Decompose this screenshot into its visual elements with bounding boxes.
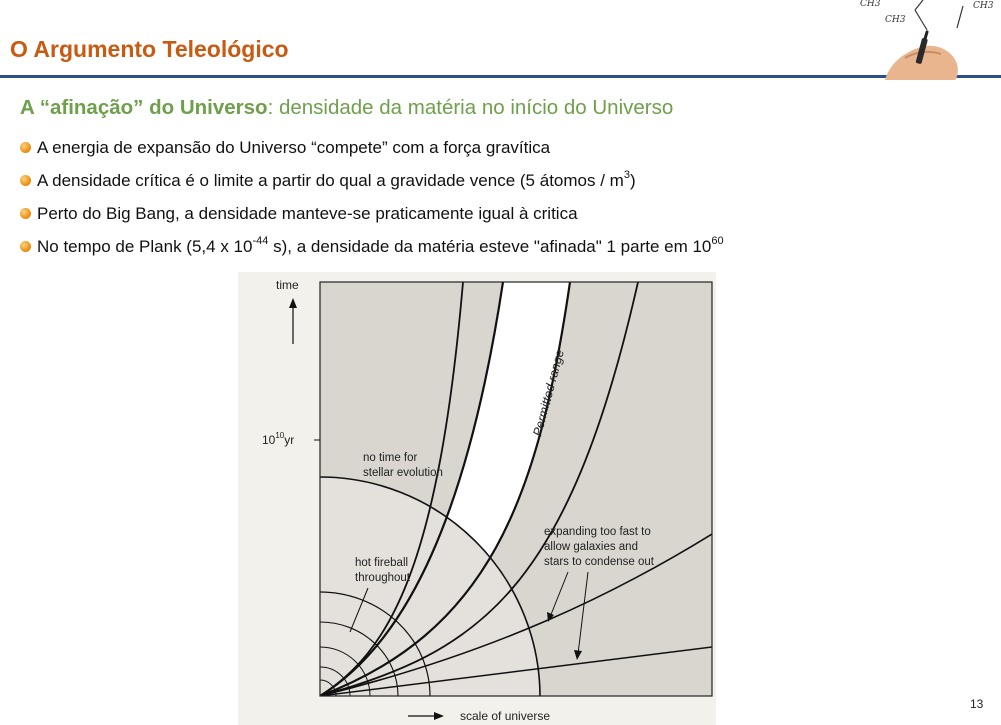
bullet-text: A energia de expansão do Universo “compete” com a força gravítica [37, 138, 551, 157]
bullet-text: A densidade crítica é o limite a partir do qual a gravidade vence (5 átomos / $m^3$) [37, 169, 636, 190]
subtitle-rest: : densidade da matéria no início do Universo [267, 96, 674, 119]
bullet-icon [20, 175, 31, 186]
bullet-icon [20, 142, 31, 153]
subtitle-emphasis: A “afinação” do Universo [20, 96, 268, 119]
bullet-list [20, 138, 724, 270]
bullet-item [20, 237, 724, 270]
region-label-expanding-line3: stars to condense out [544, 556, 654, 568]
hand-drawing-illustration [845, 0, 1001, 80]
x-axis-label: scale of universe [460, 709, 551, 723]
slide-subtitle [20, 96, 673, 120]
universe-density-figure [238, 272, 716, 725]
region-label-no-time-line2: stellar evolution [363, 467, 443, 479]
bullet-icon [20, 241, 31, 252]
region-label-fireball-line2: throughout [355, 572, 410, 584]
region-label-expanding-line1: expanding too fast to [544, 526, 651, 538]
decoration-label: CH3 [973, 1, 994, 11]
y-tick-label: $10^{10}yr$ [262, 431, 295, 447]
bullet-icon [20, 208, 31, 219]
permitted-range-label: Permitted range [530, 348, 567, 438]
y-axis-label: time [276, 278, 299, 292]
region-label-no-time-line1: no time for [363, 452, 418, 464]
bullet-item [20, 171, 724, 204]
bullet-item [20, 138, 724, 171]
density-diagram [238, 272, 716, 725]
decoration-label: CH3 [860, 0, 881, 9]
decoration-label: CH3 [885, 15, 906, 25]
region-label-expanding-line2: allow galaxies and [544, 541, 638, 553]
arrow-head-icon [289, 298, 297, 308]
page-number: 13 [970, 697, 984, 711]
bullet-item [20, 204, 724, 237]
region-label-fireball-line1: hot fireball [355, 557, 409, 569]
bullet-text: No tempo de Plank (5,4 x $10^{-44}$ s), a densidade da matéria esteve "afinada" 1 parte em $10^{60}$ [37, 235, 724, 256]
arrow-head-icon [434, 712, 444, 720]
slide-title: O Argumento Teleológico [10, 36, 289, 62]
bullet-text: Perto do Big Bang, a densidade manteve-se praticamente igual à critica [37, 204, 578, 223]
